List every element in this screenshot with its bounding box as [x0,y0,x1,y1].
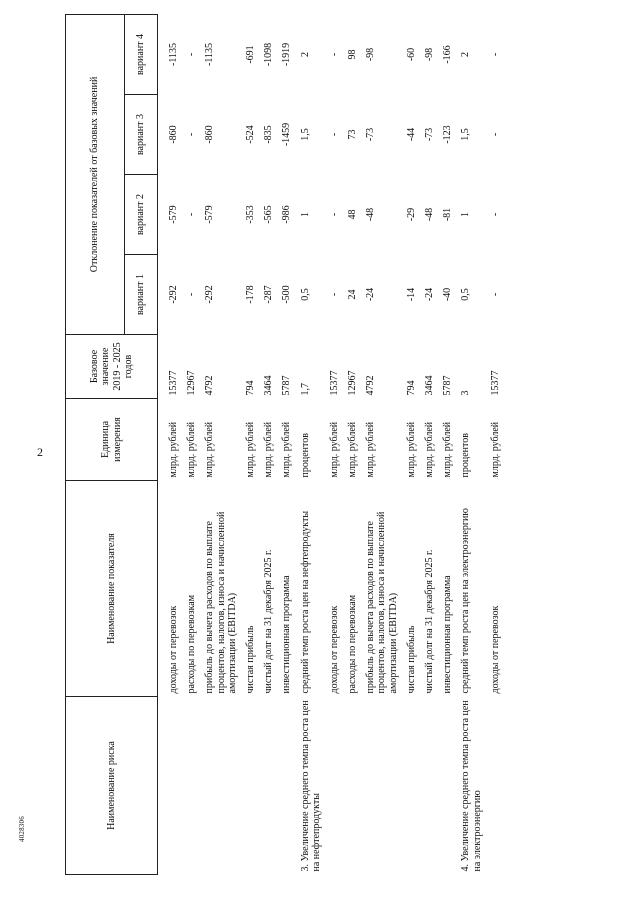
cell-indicator: расходы по перевозкам [347,594,359,694]
cell-variant-1: -24 [365,287,377,302]
cell-variant-3: -860 [204,125,216,144]
header-variant-3: вариант 3 [125,95,158,175]
cell-variant-2: -29 [405,207,417,222]
cell-variant-1: 0,5 [299,288,311,301]
cell-base: 12967 [347,370,359,396]
cell-variant-2: -353 [244,205,256,224]
header-unit: Единица измерения [66,399,158,481]
cell-indicator: средний темп роста цен на электроэнергию [460,508,472,694]
cell-variant-3: -73 [365,127,377,142]
cell-risk [325,697,343,875]
cell-variant-4: -98 [424,47,435,62]
table-row [343,14,361,874]
document-code: 4028306 [18,816,26,842]
cell-unit: млрд. рублей [186,421,198,478]
cell-variant-1: 24 [347,289,359,300]
cell-variant-3: -123 [442,125,454,144]
cell-unit: млрд. рублей [347,421,359,478]
cell-indicator: средний темп роста цен на нефтепродукты [299,510,311,694]
header-risk-name: Наименование риска [66,697,158,875]
cell-risk [438,697,456,875]
table-row [325,14,343,874]
cell-indicator: чистый долг на 31 декабря 2025 г. [263,549,275,694]
cell-variant-3: -44 [405,127,417,142]
cell-unit: млрд. рублей [204,421,216,478]
cell-variant-3: -73 [424,127,435,142]
cell-variant-3: 1,5 [460,128,472,141]
cell-variant-1: -14 [405,287,417,302]
cell-variant-3: 73 [347,129,359,140]
cell-variant-1: - [186,292,198,297]
cell-variant-4: -1919 [281,42,293,67]
cell-variant-4: -98 [365,47,377,62]
cell-risk [402,697,420,875]
cell-variant-4: -1135 [168,43,179,66]
risk-table-container [65,15,570,875]
cell-variant-4: -1135 [204,43,216,66]
cell-variant-2: - [489,212,501,217]
cell-variant-1: -287 [263,285,275,304]
cell-variant-3: -835 [263,125,275,144]
cell-unit: процентов [460,433,472,478]
cell-variant-2: 48 [347,209,359,220]
table-row [296,14,325,874]
table-row [486,14,504,874]
cell-unit: млрд. рублей [168,421,179,478]
cell-variant-4: - [489,52,501,57]
cell-base: 3464 [424,375,435,396]
cell-risk: 4. Увеличение среднего темпа роста цен на электроэнергию [460,700,483,872]
cell-variant-4: 2 [299,51,311,57]
cell-indicator: прибыль до вычета расходов по выплате процентов, налогов, износа и начисленной амортизации (EBITDA) [365,511,399,694]
cell-unit: млрд. рублей [365,421,377,478]
cell-base: 3 [460,390,472,396]
cell-unit: млрд. рублей [424,421,435,478]
table-row [182,14,200,874]
cell-risk [259,697,277,875]
header-variant-1: вариант 1 [125,255,158,335]
cell-risk [486,697,504,875]
table-row [402,14,420,874]
cell-risk [241,697,259,875]
cell-unit: млрд. рублей [244,421,256,478]
header-variant-4: вариант 4 [125,14,158,94]
cell-base: 5787 [281,375,293,396]
cell-indicator: доходы от перевозок [168,605,179,694]
cell-risk [277,697,295,875]
header-deviation: Отклонение показателей от базовых значений [66,14,125,334]
cell-unit: млрд. рублей [328,421,340,478]
cell-unit: млрд. рублей [442,421,454,478]
cell-indicator: чистый долг на 31 декабря 2025 г. [424,549,435,694]
cell-variant-2: -48 [424,207,435,222]
cell-indicator: чистая прибыль [244,625,256,694]
cell-variant-4: - [328,52,340,57]
cell-unit: процентов [299,433,311,478]
cell-variant-4: 98 [347,49,359,60]
cell-unit: млрд. рублей [489,421,501,478]
table-row [164,14,182,874]
cell-variant-2: - [328,212,340,217]
cell-risk [182,697,200,875]
cell-variant-3: -860 [168,125,179,144]
cell-variant-1: -292 [204,285,216,304]
cell-variant-2: -81 [442,207,454,222]
page-number: 2 [37,445,43,459]
cell-base: 4792 [204,375,216,396]
cell-variant-1: -292 [168,285,179,304]
cell-risk: 3. Увеличение среднего темпа роста цен на нефтепродукты [299,700,322,872]
cell-variant-4: -1098 [263,42,275,67]
cell-variant-2: -565 [263,205,275,224]
cell-variant-1: -24 [424,287,435,302]
cell-variant-2: 1 [299,212,311,217]
cell-variant-1: -40 [442,287,454,302]
cell-indicator: инвестиционная программа [442,575,454,694]
cell-variant-1: 0,5 [460,288,472,301]
cell-risk [343,697,361,875]
table-row [277,14,295,874]
cell-variant-1: -178 [244,285,256,304]
cell-base: 5787 [442,375,454,396]
cell-variant-4: - [186,52,198,57]
cell-variant-2: -579 [204,205,216,224]
cell-base: 15377 [168,370,179,396]
table-row [456,14,485,874]
cell-variant-1: -500 [281,285,293,304]
cell-base: 12967 [186,370,198,396]
cell-indicator: доходы от перевозок [489,605,501,694]
cell-indicator: инвестиционная программа [281,575,293,694]
cell-variant-3: - [328,132,340,137]
cell-variant-3: -1459 [281,122,293,147]
risk-table [65,14,504,875]
cell-variant-2: 1 [460,212,472,217]
cell-base: 4792 [365,375,377,396]
cell-risk [200,697,241,875]
cell-unit: млрд. рублей [405,421,417,478]
table-row [241,14,259,874]
cell-variant-2: -579 [168,205,179,224]
cell-base: 15377 [489,370,501,396]
cell-variant-3: - [186,132,198,137]
table-body [158,14,504,874]
header-base-value: Базовое значение 2019 - 2025 годов [66,335,158,399]
cell-base: 15377 [328,370,340,396]
table-row [361,14,402,874]
cell-variant-3: - [489,132,501,137]
cell-variant-1: - [489,292,501,297]
table-row [259,14,277,874]
cell-variant-4: -60 [405,47,417,62]
cell-risk [420,697,438,875]
cell-variant-2: - [186,212,198,217]
cell-variant-4: -166 [442,45,454,64]
cell-base: 3464 [263,375,275,396]
cell-base: 794 [244,380,256,396]
cell-variant-1: - [328,292,340,297]
cell-variant-4: -691 [244,45,256,64]
table-row [420,14,438,874]
cell-base: 1,7 [299,383,311,396]
table-row [438,14,456,874]
header-indicator-name: Наименование показателя [66,481,158,697]
cell-unit: млрд. рублей [263,421,275,478]
cell-variant-4: 2 [460,51,472,57]
cell-risk [361,697,402,875]
cell-variant-3: 1,5 [299,128,311,141]
cell-indicator: доходы от перевозок [328,605,340,694]
cell-variant-2: -48 [365,207,377,222]
cell-base: 794 [405,380,417,396]
table-row [200,14,241,874]
cell-variant-3: -524 [244,125,256,144]
cell-indicator: расходы по перевозкам [186,594,198,694]
header-variant-2: вариант 2 [125,175,158,255]
cell-risk [164,697,182,875]
cell-unit: млрд. рублей [281,421,293,478]
cell-indicator: прибыль до вычета расходов по выплате процентов, налогов, износа и начисленной амортизации (EBITDA) [204,511,238,694]
cell-indicator: чистая прибыль [405,625,417,694]
cell-variant-2: -986 [281,205,293,224]
